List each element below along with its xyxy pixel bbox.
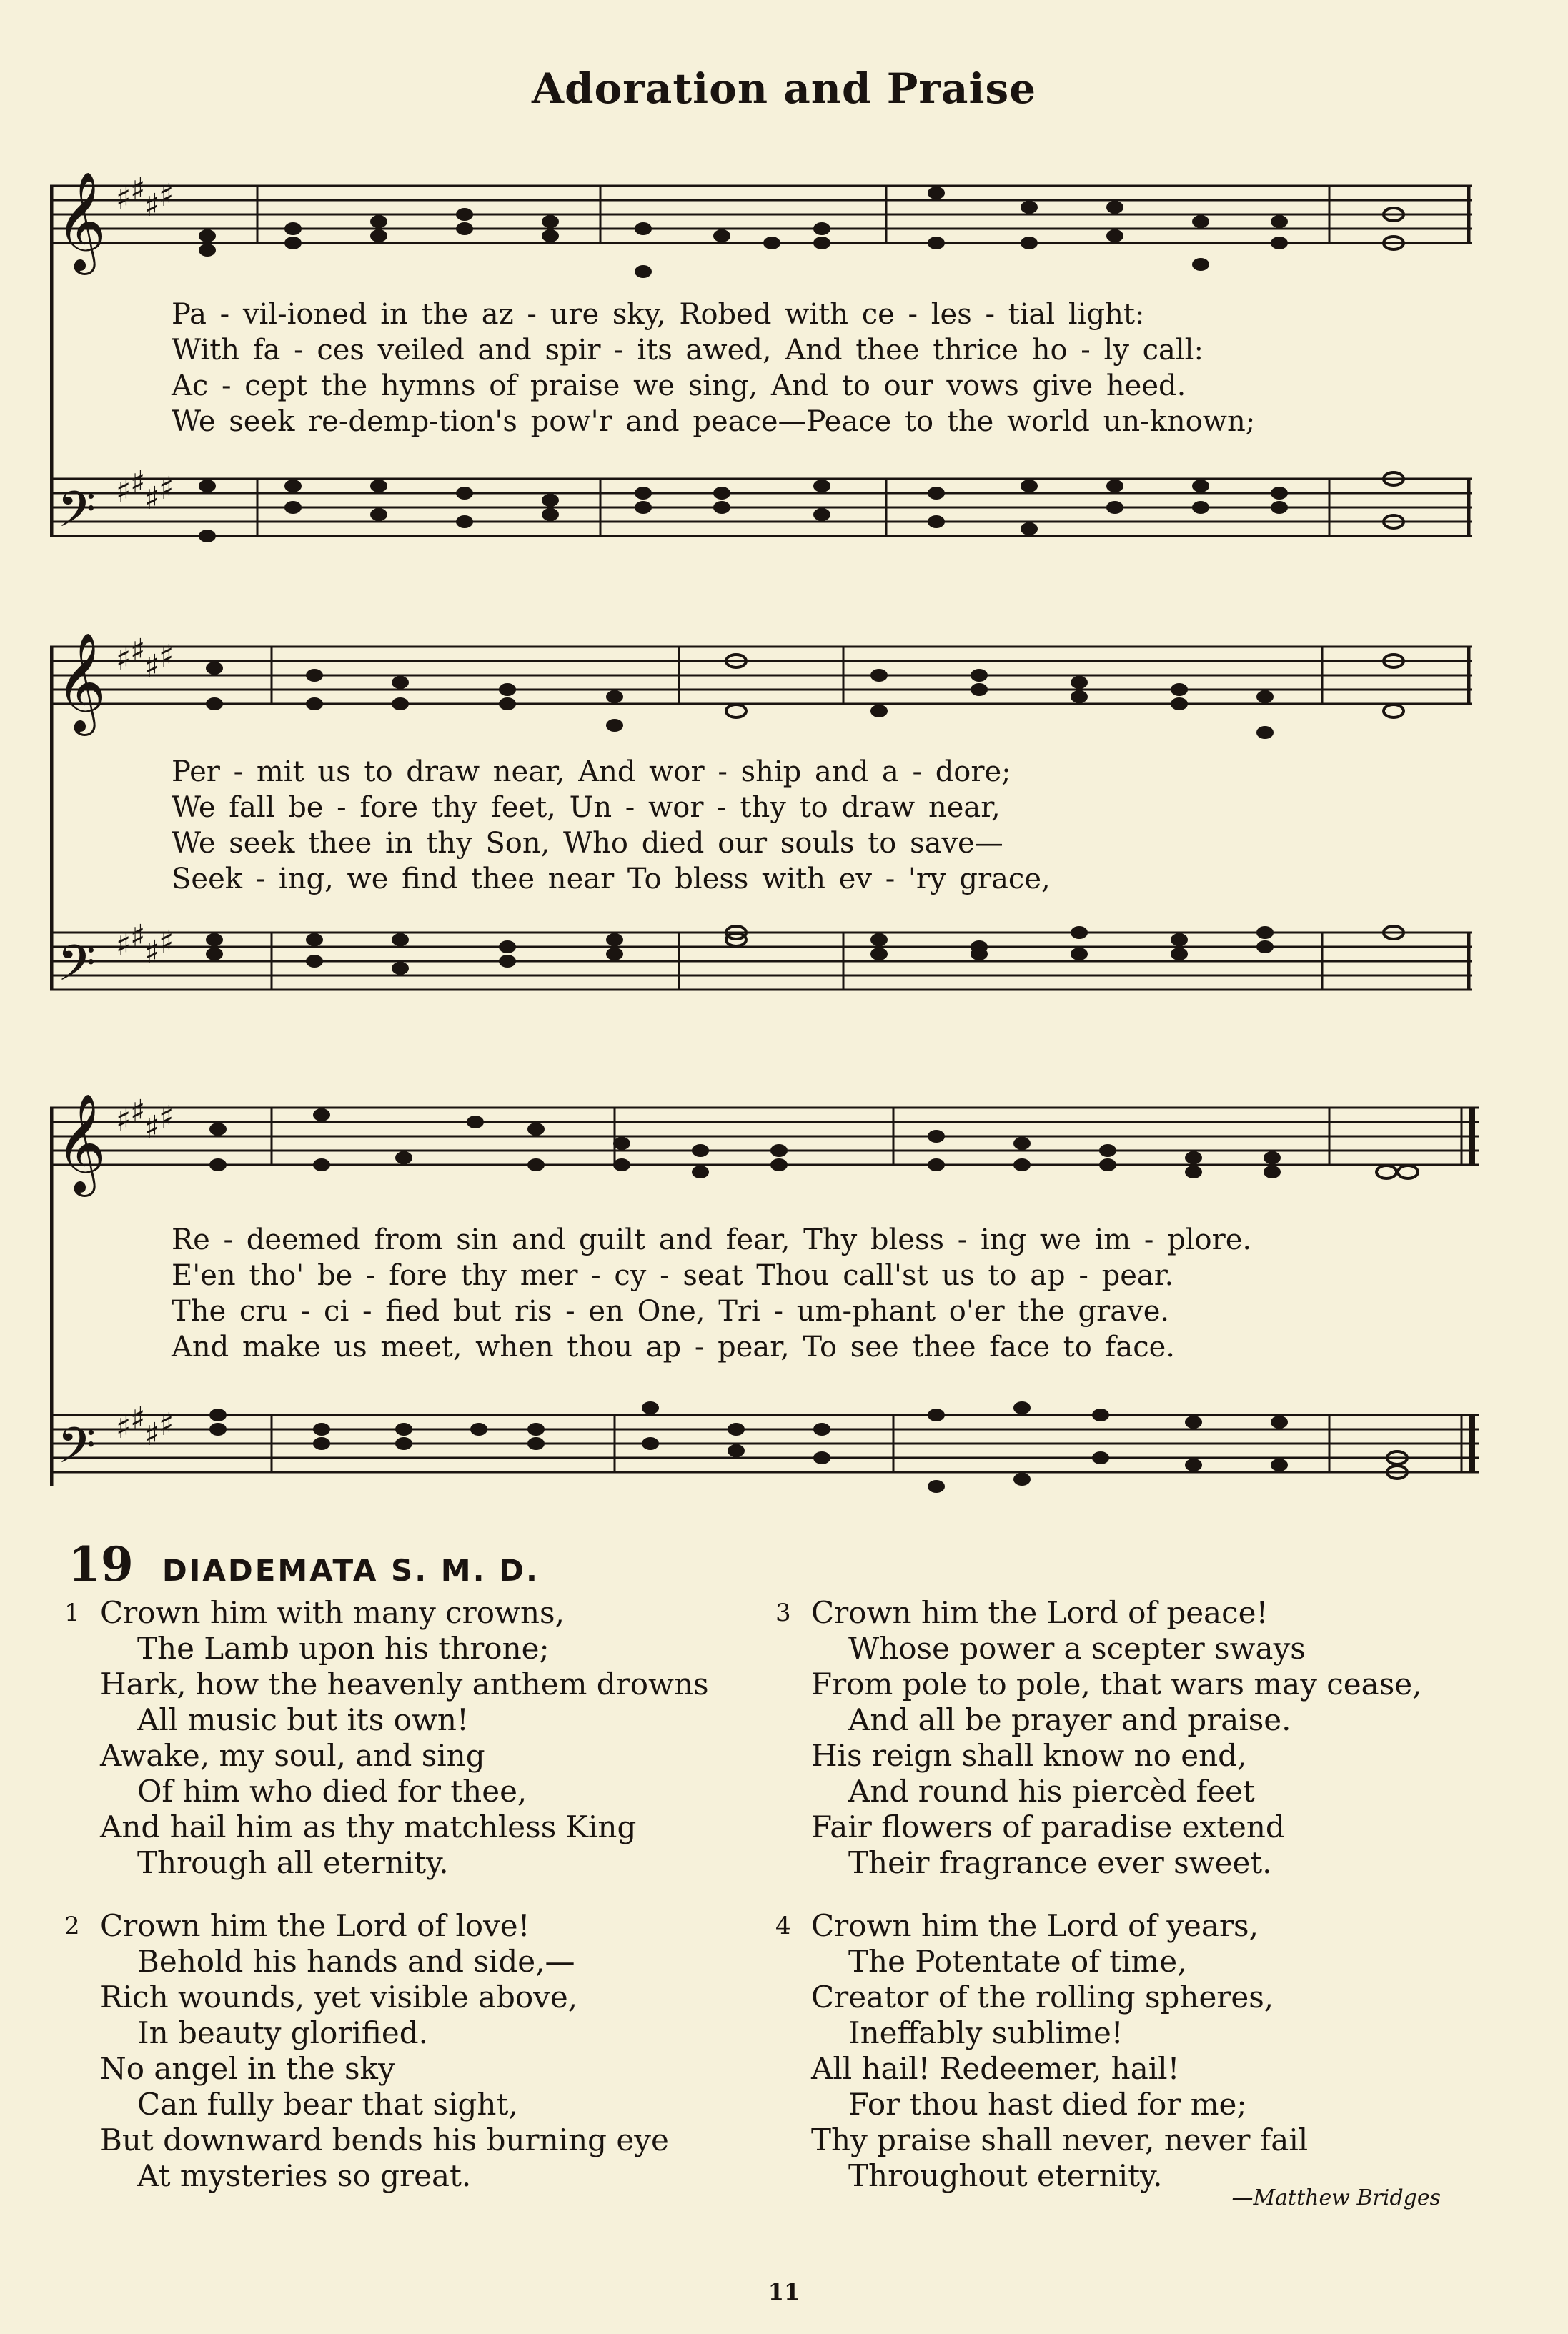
svg-text:♯: ♯ bbox=[144, 187, 160, 224]
svg-text:♯: ♯ bbox=[116, 473, 132, 510]
stanza-line: The Lamb upon his throne; bbox=[137, 1631, 550, 1666]
lyric-line: And make us meet, when thou ap - pear, To see thee face to face. bbox=[172, 1331, 1175, 1364]
stanza-line: Creator of the rolling spheres, bbox=[811, 1980, 1274, 2015]
svg-text:♯: ♯ bbox=[144, 1416, 160, 1453]
lyric-line: Pa - vil-ioned in the az - ure sky, Robed with ce - les - tial light: bbox=[172, 298, 1145, 331]
stanza-line: Awake, my soul, and sing bbox=[100, 1738, 485, 1773]
hymn-number: 19 bbox=[68, 1536, 134, 1592]
stanza-line: All hail! Redeemer, hail! bbox=[811, 2051, 1180, 2086]
stanza-line: In beauty glorified. bbox=[137, 2015, 428, 2050]
page-header: Adoration and Praise bbox=[531, 64, 1037, 113]
stanza-line: Whose power a scepter sways bbox=[848, 1631, 1306, 1666]
stanza-line: Crown him the Lord of years, bbox=[811, 1908, 1259, 1943]
lyrics-system-3 bbox=[172, 1222, 1508, 1365]
lyric-line: E'en tho' be - fore thy mer - cy - seat Thou call'st us to ap - pear. bbox=[172, 1259, 1174, 1292]
stanza-line: The Potentate of time, bbox=[848, 1944, 1187, 1979]
lyric-line: We seek re-demp-tion's pow'r and peace—Peace to the world un-known; bbox=[172, 405, 1256, 438]
svg-text:♯: ♯ bbox=[159, 924, 174, 960]
stanza-line: Crown him the Lord of peace! bbox=[811, 1595, 1269, 1630]
svg-text:𝄢: 𝄢 bbox=[57, 934, 96, 1004]
stanza-line: Throughout eternity. bbox=[848, 2158, 1163, 2193]
stanza-line: Can fully bear that sight, bbox=[137, 2087, 518, 2122]
stanza-line: Behold his hands and side,— bbox=[137, 1944, 575, 1979]
stanza-line: And round his piercèd feet bbox=[848, 1774, 1255, 1809]
svg-text:♯: ♯ bbox=[159, 470, 174, 507]
svg-text:♯: ♯ bbox=[116, 180, 132, 217]
lyric-line: We fall be - fore thy feet, Un - wor - thy to draw near, bbox=[172, 791, 1001, 824]
svg-text:♯: ♯ bbox=[159, 638, 174, 675]
stanza-line: But downward bends his burning eye bbox=[100, 2122, 669, 2157]
stanza-line: Through all eternity. bbox=[137, 1845, 449, 1880]
stanza-number: 1 bbox=[64, 1599, 80, 1627]
lyric-line: Per - mit us to draw near, And wor - ship and a - dore; bbox=[172, 755, 1011, 788]
lyric-line: Seek - ing, we find thee near To bless with ev - 'ry grace, bbox=[172, 863, 1051, 895]
stanza-line: Thy praise shall never, never fail bbox=[811, 2122, 1309, 2157]
stanza-line: All music but its own! bbox=[137, 1702, 469, 1737]
lyric-line: The cru - ci - fied but ris - en One, Tri - um-phant o'er the grave. bbox=[172, 1295, 1170, 1328]
stanza-3 bbox=[775, 1595, 1422, 1881]
svg-text:♯: ♯ bbox=[130, 172, 146, 208]
svg-text:♯: ♯ bbox=[144, 480, 160, 517]
author-credit: —Matthew Bridges bbox=[1231, 2185, 1441, 2210]
lyrics-system-2 bbox=[172, 754, 1508, 897]
svg-text:♯: ♯ bbox=[130, 465, 146, 501]
svg-text:𝄞: 𝄞 bbox=[56, 632, 106, 732]
svg-text:♯: ♯ bbox=[159, 1099, 174, 1136]
svg-text:𝄢: 𝄢 bbox=[57, 480, 96, 550]
svg-text:♯: ♯ bbox=[116, 927, 132, 963]
stanza-number: 3 bbox=[775, 1599, 791, 1627]
svg-text:𝄢: 𝄢 bbox=[57, 1416, 96, 1486]
stanza-line: Hark, how the heavenly anthem drowns bbox=[100, 1667, 709, 1702]
stanza-line: Crown him with many crowns, bbox=[100, 1595, 565, 1630]
stanza-line: No angel in the sky bbox=[100, 2051, 395, 2086]
lyric-line: Re - deemed from sin and guilt and fear, Thy bless - ing we im - plore. bbox=[172, 1223, 1252, 1256]
stanza-4 bbox=[775, 1908, 1309, 2194]
lyrics-system-1 bbox=[172, 297, 1508, 440]
stanza-line: From pole to pole, that wars may cease, bbox=[811, 1667, 1422, 1702]
stanza-line: Fair flowers of paradise extend bbox=[811, 1809, 1285, 1844]
stanza-line: His reign shall know no end, bbox=[811, 1738, 1247, 1773]
stanza-line: Rich wounds, yet visible above, bbox=[100, 1980, 578, 2015]
svg-text:♯: ♯ bbox=[116, 1102, 132, 1138]
page-number: 11 bbox=[768, 2278, 800, 2305]
svg-text:♯: ♯ bbox=[159, 177, 174, 214]
stanza-line: Of him who died for thee, bbox=[137, 1774, 527, 1809]
svg-text:♯: ♯ bbox=[130, 1401, 146, 1437]
svg-text:♯: ♯ bbox=[144, 648, 160, 685]
stanza-number: 2 bbox=[64, 1912, 80, 1940]
svg-text:♯: ♯ bbox=[130, 918, 146, 955]
lyric-line: Ac - cept the hymns of praise we sing, And to our vows give heed. bbox=[172, 369, 1186, 402]
svg-text:𝄞: 𝄞 bbox=[56, 172, 106, 271]
svg-text:♯: ♯ bbox=[116, 1409, 132, 1446]
svg-text:♯: ♯ bbox=[130, 1093, 146, 1130]
stanza-line: At mysteries so great. bbox=[137, 2158, 472, 2193]
stanza-1 bbox=[64, 1595, 709, 1881]
svg-text:♯: ♯ bbox=[144, 1109, 160, 1146]
svg-text:♯: ♯ bbox=[130, 632, 146, 669]
stanza-line: For thou hast died for me; bbox=[848, 2087, 1247, 2122]
stanza-number: 4 bbox=[775, 1912, 791, 1940]
stanza-line: Ineffably sublime! bbox=[848, 2015, 1123, 2050]
hymn-heading bbox=[68, 1536, 540, 1592]
lyric-line: With fa - ces veiled and spir - its awed, And thee thrice ho - ly call: bbox=[172, 334, 1204, 367]
stanza-line: Their fragrance ever sweet. bbox=[848, 1845, 1272, 1880]
svg-text:♯: ♯ bbox=[116, 641, 132, 677]
lyric-line: We seek thee in thy Son, Who died our souls to save— bbox=[172, 827, 1003, 860]
stanza-2 bbox=[64, 1908, 669, 2194]
stanza-line: Crown him the Lord of love! bbox=[100, 1908, 530, 1943]
hymn-tune: DIADEMATA S. M. D. bbox=[162, 1553, 540, 1588]
stanza-line: And hail him as thy matchless King bbox=[100, 1809, 637, 1844]
svg-text:♯: ♯ bbox=[159, 1406, 174, 1443]
svg-text:𝄞: 𝄞 bbox=[56, 1093, 106, 1193]
svg-text:♯: ♯ bbox=[144, 934, 160, 970]
stanza-line: And all be prayer and praise. bbox=[848, 1702, 1291, 1737]
